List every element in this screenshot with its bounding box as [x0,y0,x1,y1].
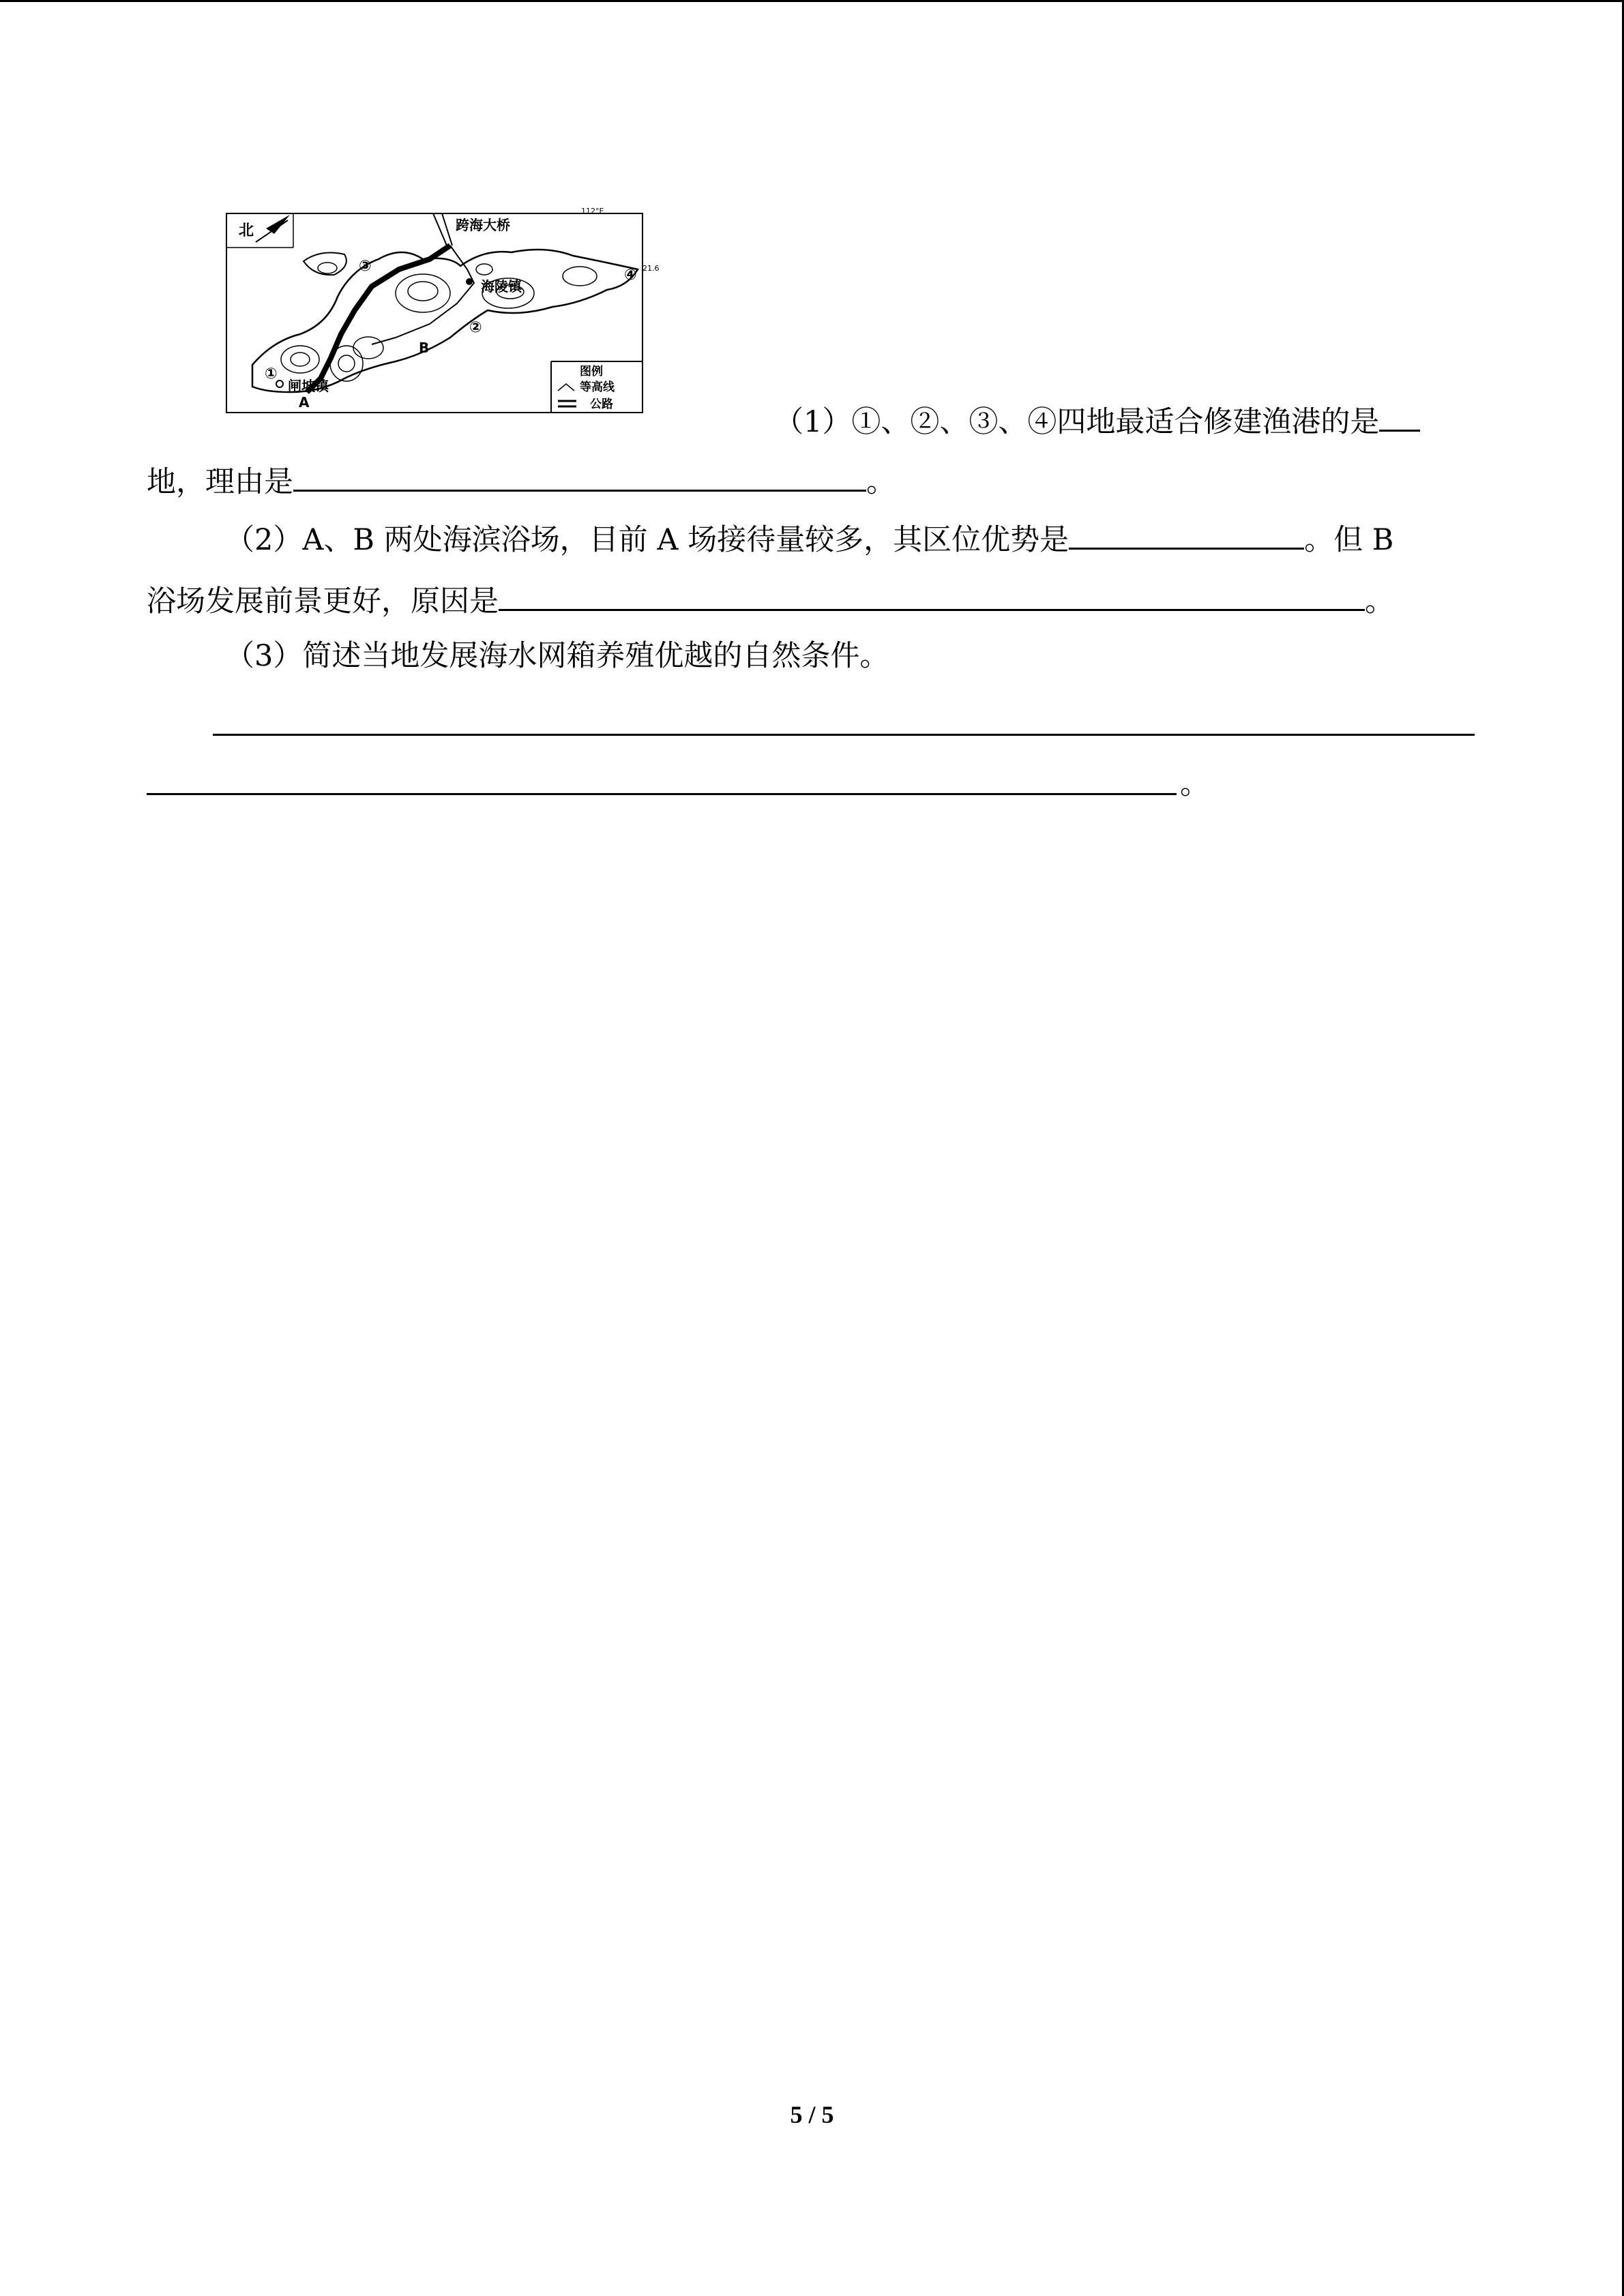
hailing-town-label: 海陵镇 [481,278,522,295]
question-2-end: 。 [1365,584,1394,618]
marker-4: ④ [624,267,637,284]
question-2-line-2 [147,576,1394,622]
question-2-line-1 [225,515,1393,561]
question-1-answer-blank[interactable] [1379,397,1420,432]
question-3-answer-line-1[interactable] [213,734,1475,736]
legend-title: 图例 [580,365,603,378]
longitude-label: 112°E [581,208,604,215]
island-map [225,208,662,416]
main-road [307,245,450,392]
legend-road: 公路 [590,398,613,411]
marker-3: ③ [359,258,372,275]
question-1-line-2 [147,457,896,503]
question-2-text: （2）A、B 两处海滨浴场，目前 A 场接待量较多，其区位优势是 [225,523,1069,557]
label-a: A [299,394,310,411]
question-3-end: 。 [1180,767,1209,801]
latitude-label: 21.6 [643,264,660,273]
legend-contour: 等高线 [580,381,615,394]
marker-1: ① [265,366,278,383]
question-3-answer-line-2[interactable] [147,793,1177,795]
page-border-top [0,0,1624,2]
label-b: B [419,340,430,356]
marker-2: ② [469,319,482,336]
zhacheng-town-label: 闸坡镇 [288,378,329,394]
north-label: 北 [239,222,254,239]
question-1-line-1 [774,397,1420,443]
question-2-advantage-blank[interactable] [1069,515,1304,550]
bridge-line [433,213,447,245]
north-arrow-icon [256,215,290,242]
map-legend [551,361,643,413]
contour-legend-icon [558,384,574,391]
question-1-end: 。 [866,465,896,499]
hailing-town-dot [466,278,473,285]
question-1-reason-blank[interactable] [293,457,866,492]
bridge-label: 跨海大桥 [456,217,510,233]
page-number: 5 / 5 [790,2101,834,2128]
question-2-but: 。但 B [1304,523,1394,557]
question-3-text: （3）简述当地发展海水网箱养殖优越的自然条件。 [225,639,889,673]
question-1-text: （1）①、②、③、④四地最适合修建渔港的是 [774,405,1380,439]
question-3-line [225,636,889,676]
question-1-reason-label: 地，理由是 [147,465,293,499]
question-2-reason-blank[interactable] [499,576,1365,611]
question-2-reason-label: 浴场发展前景更好，原因是 [147,584,499,618]
